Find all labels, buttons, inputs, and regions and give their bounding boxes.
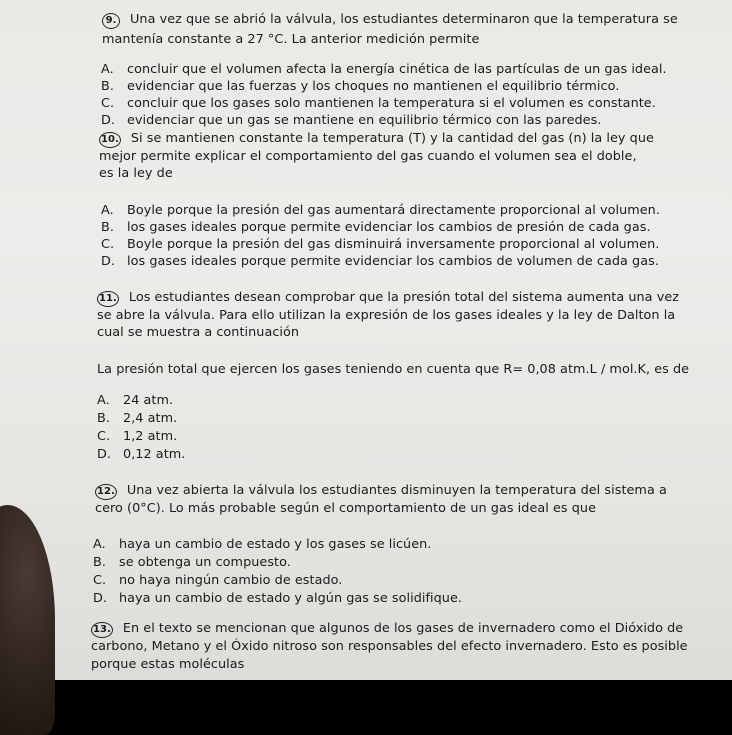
q11-option-a: A. 24 atm. — [97, 393, 174, 408]
q12-number: 12. — [95, 484, 117, 500]
q13-stem-line-2: carbono, Metano y el Óxido nitroso son responsables del efecto invernadero. Esto es posible — [91, 639, 688, 654]
q12-option-a: A. haya un cambio de estado y los gases se licúen. — [93, 537, 432, 552]
q11-stem-line-1: 11. Los estudiantes desean comprobar que la presión total del sistema aumenta una vez — [99, 290, 680, 305]
q10-number: 10. — [99, 132, 121, 148]
q10-stem-line-3: es la ley de — [99, 166, 173, 181]
q10-option-a: A. Boyle porque la presión del gas aumentará directamente proporcional al volumen. — [101, 203, 660, 218]
q13-stem-line-1: 13. En el texto se mencionan que algunos de los gases de invernadero como el Dióxido de — [93, 621, 684, 636]
q10-option-c: C. Boyle porque la presión del gas disminuirá inversamente proporcional al volumen. — [101, 237, 660, 252]
q9-number: 9. — [102, 13, 120, 29]
q9-option-d: D. evidenciar que un gas se mantiene en equilibrio térmico con las paredes. — [101, 113, 602, 128]
q10-stem-line-2: mejor permite explicar el comportamiento del gas cuando el volumen sea el doble, — [99, 149, 637, 164]
q13-stem-line-3: porque estas moléculas — [91, 657, 245, 672]
q9-option-b: B. evidenciar que las fuerzas y los choques no mantienen el equilibrio térmico. — [101, 79, 620, 94]
q12-option-b: B. se obtenga un compuesto. — [93, 555, 291, 570]
q11-number: 11. — [97, 291, 119, 307]
q11-stem-line-2: se abre la válvula. Para ello utilizan la expresión de los gases ideales y la ley de Dalton la — [97, 308, 676, 323]
q11-option-b: B. 2,4 atm. — [97, 411, 178, 426]
q9-option-c: C. concluir que los gases solo mantienen la temperatura si el volumen es constante. — [101, 96, 656, 111]
q9-option-a: A. concluir que el volumen afecta la energía cinética de las partículas de un gas ideal. — [101, 62, 667, 77]
thumb — [0, 505, 55, 735]
q11-option-d: D. 0,12 atm. — [97, 447, 186, 462]
q10-option-b: B. los gases ideales porque permite evidenciar los cambios de presión de cada gas. — [101, 220, 651, 235]
q10-option-d: D. los gases ideales porque permite evidenciar los cambios de volumen de cada gas. — [101, 254, 659, 269]
q12-stem-line-1: 12. Una vez abierta la válvula los estudiantes disminuyen la temperatura del sistema a — [97, 483, 667, 498]
q11-option-c: C. 1,2 atm. — [97, 429, 178, 444]
q12-option-c: C. no haya ningún cambio de estado. — [93, 573, 343, 588]
q13-number: 13. — [91, 622, 113, 638]
q12-option-d: D. haya un cambio de estado y algún gas se solidifique. — [93, 591, 463, 606]
q9-stem-line-2: mantenía constante a 27 °C. La anterior medición permite — [102, 32, 480, 47]
q9-stem-line-1: 9. Una vez que se abrió la válvula, los estudiantes determinaron que la temperatura se — [102, 12, 678, 29]
q12-stem-line-2: cero (0°C). Lo más probable según el comportamiento de un gas ideal es que — [95, 501, 596, 516]
q11-prompt: La presión total que ejercen los gases teniendo en cuenta que R= 0,08 atm.L / mol.K, es de — [97, 362, 690, 377]
q11-stem-line-3: cual se muestra a continuación — [97, 325, 300, 340]
q10-stem-line-1: 10. Si se mantienen constante la temperatura (T) y la cantidad del gas (n) la ley que — [101, 131, 654, 146]
